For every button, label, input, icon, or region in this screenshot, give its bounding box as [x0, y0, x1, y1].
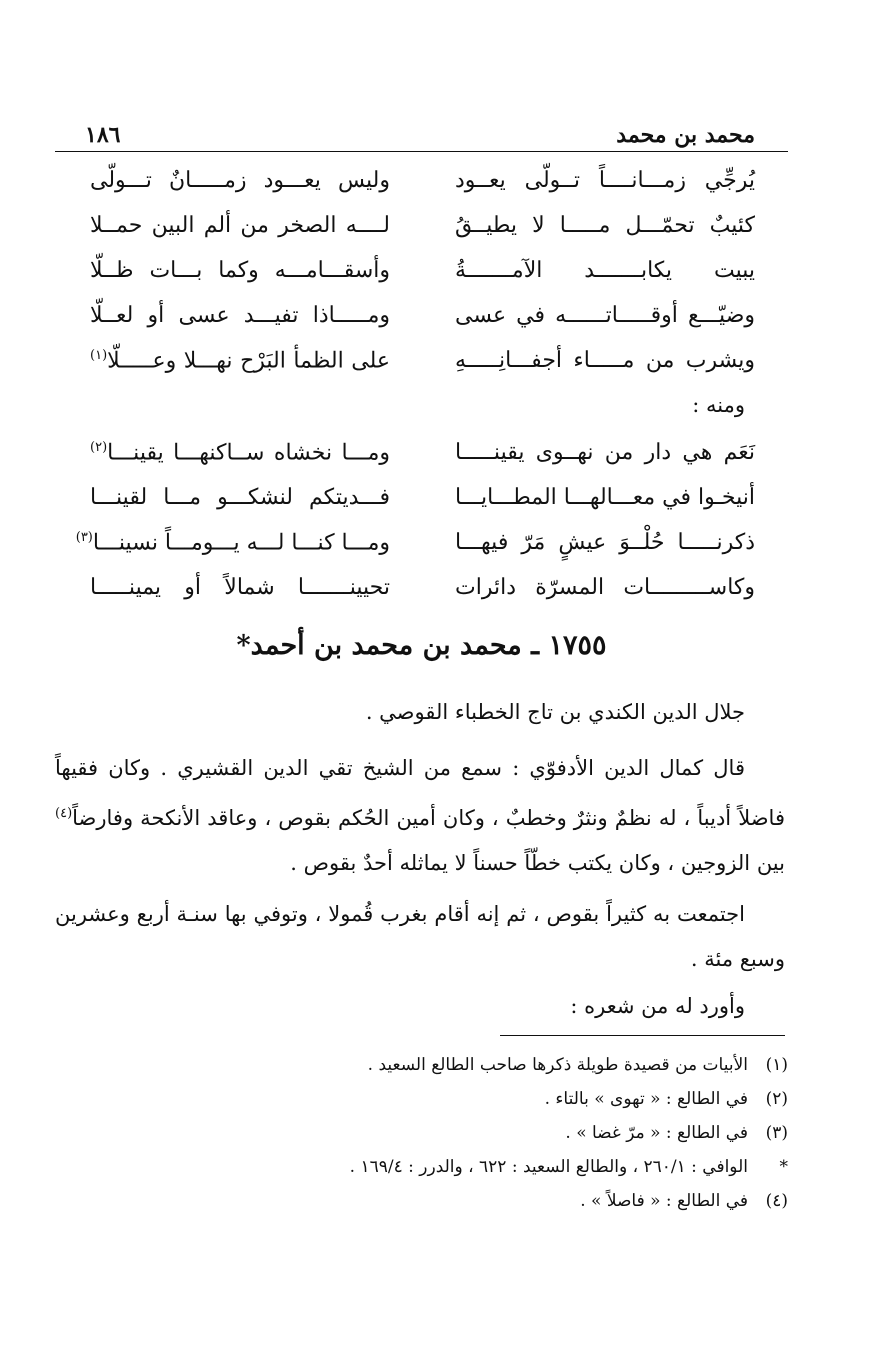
- footnote-ref: (٢): [90, 440, 108, 455]
- footnote-ref: (٣): [75, 530, 93, 545]
- verse-second-hemistich: وأسقـــامـــه وكما بـــات ظــلّا: [90, 258, 390, 283]
- biography-paragraph: [55, 746, 785, 886]
- biography-heading: [55, 630, 788, 661]
- running-title: محمد بن محمد: [616, 122, 755, 148]
- biography-paragraph: [55, 892, 785, 982]
- verse-first-hemistich: وكاســـــــــات المسرّة دائرات: [455, 575, 755, 600]
- footnote: [80, 1048, 788, 1082]
- verse: [90, 168, 755, 213]
- verse-second-hemistich: لــــه الصخر من ألم البين حمــلا: [90, 213, 390, 238]
- verse: [90, 575, 755, 620]
- verse-second-hemistich: [90, 348, 390, 373]
- page-header: [85, 112, 755, 148]
- verse-second-hemistich: تحيينـــــــا شمالاً أو يمينـــــا: [90, 575, 390, 600]
- verse-first-hemistich: نَعَم هي دار من نهــوى يقينـــــا: [455, 440, 755, 465]
- footnote: [80, 1116, 788, 1150]
- footnote-mark: (١): [765, 1055, 788, 1075]
- bio-paragraph: اجتمعت به كثيراً بقوص ، ثم إنه أقام بغرب قُمولا ، وتوفي بها سنـة أربع وعشرين وسبع مئة .: [55, 902, 785, 971]
- footnote-mark: (٢): [765, 1089, 788, 1109]
- verse: [90, 258, 755, 303]
- header-rule: [55, 151, 788, 152]
- verse-first-hemistich: يبيت يكابـــــــد الآمـــــــةُ: [455, 258, 755, 283]
- verse-second-hemistich: ومـــــاذا تفيـــد عسى أو لعــلّا: [90, 303, 390, 328]
- biography-text: [55, 690, 785, 735]
- footnote-text: في الطالع : « تهوى » بالتاء .: [544, 1089, 748, 1109]
- paragraph-text: بين الزوجين ، وكان يكتب خطّاً حسناً لا يماثله أحدٌ بقوص .: [290, 851, 785, 875]
- verse-first-hemistich: وضيّـــع أوقـــــاتــــــه في عسى: [455, 303, 755, 328]
- footnote: [80, 1150, 788, 1184]
- bio-line: جلال الدين الكندي بن تاج الخطباء القوصي .: [365, 700, 745, 724]
- footnote: [80, 1082, 788, 1116]
- footnotes: [80, 1048, 788, 1218]
- footnote: [80, 1184, 788, 1218]
- bio-paragraph: [55, 746, 785, 886]
- verse: [90, 213, 755, 258]
- verse-second-hemistich: [75, 530, 390, 556]
- verse: [90, 440, 755, 485]
- verse-first-hemistich: كئيبٌ تحمّـــل مـــــا لا يطيــقُ: [455, 213, 755, 238]
- verse-first-hemistich: أنيخـوا في معـــالهـــا المطـــايـــا: [455, 485, 755, 510]
- verse-second-hemistich: [90, 440, 390, 465]
- verse: [75, 530, 755, 575]
- footnote-mark: (٤): [765, 1191, 788, 1211]
- bio-line: وأورد له من شعره :: [570, 994, 745, 1018]
- footnote-text: في الطالع : « مرّ غضا » .: [565, 1123, 748, 1143]
- hemistich-text: ومـــا كنـــا لـــه يـــومـــاً نسينـــا: [92, 530, 390, 556]
- footnote-rule: [500, 1035, 785, 1036]
- poem-second: [75, 440, 755, 620]
- heading-mark: *: [236, 630, 251, 661]
- hemistich-text: على الظمأ البَرْح نهـــلا وعـــــلّا: [107, 348, 390, 374]
- footnote-ref: (٤): [55, 806, 73, 821]
- verse: [90, 303, 755, 348]
- footnote-mark: *: [779, 1157, 788, 1177]
- footnote-mark: (٣): [765, 1123, 788, 1143]
- hemistich-text: ومـــا نخشاه ســاكنهـــا يقينـــا: [107, 440, 390, 466]
- poem-first: [90, 168, 755, 439]
- paragraph-text: قال كمال الدين الأدفوّي : سمع من الشيخ تقي الدين القشيري . وكان فقيهاً فاضلاً أديباً ، له نظمٌ ونثرٌ وخطبٌ ، وكان أمين الحُكم بقوص ، وعاقد الأنكحة وفارضاً: [55, 756, 785, 830]
- verse-first-hemistich: ذكرنـــــا حُلْــوَ عيشٍ مَرّ فيهـــا: [455, 530, 755, 555]
- verse: [90, 348, 755, 393]
- footnote-text: في الطالع : « فاصلاً » .: [580, 1191, 748, 1211]
- verse-second-hemistich: فـــديتكم لنشكـــو مـــا لقينـــا: [90, 485, 390, 510]
- page-number: ١٨٦: [85, 122, 121, 148]
- footnote-text: الأبيات من قصيدة طويلة ذكرها صاحب الطالع السعيد .: [367, 1055, 748, 1075]
- verse: [90, 485, 755, 530]
- biography-text: [55, 984, 785, 1029]
- poem-intro: ومنه :: [692, 393, 745, 417]
- footnote-text: الوافي : ٢٦٠/١ ، والطالع السعيد : ٦٢٢ ، والدرر : ١٦٩/٤ .: [349, 1157, 748, 1177]
- footnote-ref: (١): [90, 348, 108, 363]
- verse-second-hemistich: وليس يعـــود زمـــــانٌ تـــولّى: [90, 168, 390, 193]
- heading-text: ١٧٥٥ ـ محمد بن محمد بن أحمد: [250, 630, 607, 661]
- verse-first-hemistich: ويشرب من مـــــاء أجفـــانِـــــهِ: [455, 348, 755, 373]
- verse-first-hemistich: يُرجِّي زمـــانــــاً تــولّى يعــود: [455, 168, 755, 193]
